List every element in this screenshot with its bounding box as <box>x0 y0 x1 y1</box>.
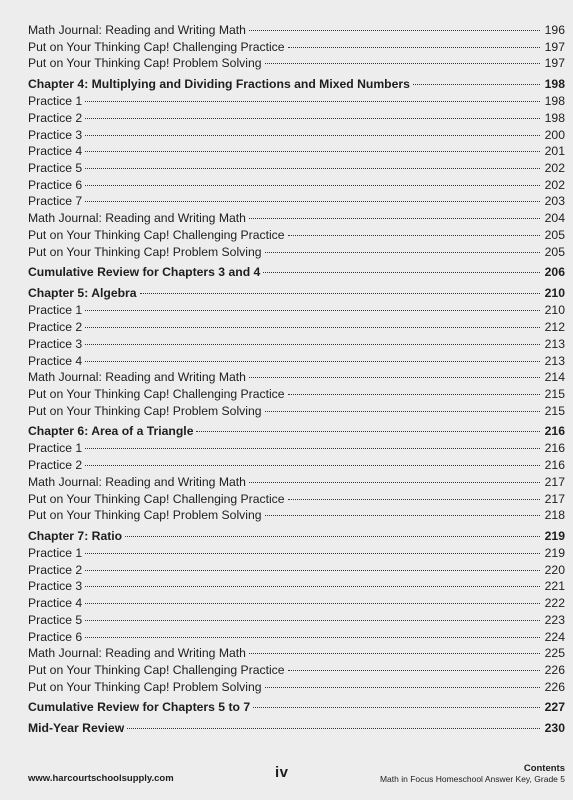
toc-entry <box>28 244 565 261</box>
toc-entry-label: Math Journal: Reading and Writing Math <box>28 646 246 661</box>
toc-chapter-entry <box>28 698 565 716</box>
dot-leader <box>85 310 540 311</box>
dot-leader <box>85 135 540 136</box>
toc-entry <box>28 302 565 319</box>
toc-entry <box>28 629 565 646</box>
toc-entry <box>28 177 565 194</box>
toc-entry-label: Put on Your Thinking Cap! Problem Solving <box>28 56 262 71</box>
dot-leader <box>288 235 540 236</box>
table-of-contents <box>28 22 565 737</box>
dot-leader <box>85 620 540 621</box>
toc-entry-page: 197 <box>544 39 565 54</box>
toc-entry-label: Practice 1 <box>28 303 83 318</box>
toc-entry-page: 215 <box>544 403 565 418</box>
toc-entry-label: Practice 5 <box>28 612 83 627</box>
toc-entry-label: Practice 3 <box>28 579 83 594</box>
toc-entry-page: 216 <box>544 441 565 456</box>
toc-entry-label: Mid-Year Review <box>28 721 125 736</box>
toc-entry-label: Put on Your Thinking Cap! Problem Solving <box>28 679 262 694</box>
toc-entry <box>28 110 565 127</box>
toc-entry <box>28 227 565 244</box>
toc-chapter-entry <box>28 719 565 737</box>
toc-entry <box>28 679 565 696</box>
toc-entry-label: Practice 1 <box>28 94 83 109</box>
dot-leader <box>196 431 540 432</box>
toc-entry-page: 223 <box>544 612 565 627</box>
toc-entry-label: Cumulative Review for Chapters 3 and 4 <box>28 265 261 280</box>
dot-leader <box>85 168 540 169</box>
dot-leader <box>85 637 540 638</box>
toc-entry-label: Put on Your Thinking Cap! Challenging Practice <box>28 227 285 242</box>
dot-leader <box>85 465 540 466</box>
toc-entry-label: Cumulative Review for Chapters 5 to 7 <box>28 700 251 715</box>
toc-entry-page: 210 <box>544 286 565 301</box>
toc-entry-page: 196 <box>544 23 565 37</box>
toc-entry-label: Practice 6 <box>28 629 83 644</box>
toc-entry-page: 217 <box>544 474 565 489</box>
toc-entry-label: Put on Your Thinking Cap! Challenging Practice <box>28 39 285 54</box>
dot-leader <box>85 361 540 362</box>
toc-entry <box>28 507 565 524</box>
toc-entry <box>28 93 565 110</box>
toc-entry <box>28 474 565 491</box>
toc-entry <box>28 440 565 457</box>
toc-entry <box>28 562 565 579</box>
toc-entry-page: 198 <box>544 77 565 92</box>
toc-entry-page: 224 <box>544 629 565 644</box>
dot-leader <box>413 84 540 85</box>
dot-leader <box>288 47 540 48</box>
toc-entry-page: 197 <box>544 56 565 71</box>
toc-entry-label: Chapter 5: Algebra <box>28 286 137 301</box>
toc-entry-page: 202 <box>544 161 565 176</box>
toc-entry <box>28 127 565 144</box>
toc-entry-page: 221 <box>544 579 565 594</box>
toc-entry-page: 227 <box>544 700 565 715</box>
toc-entry-page: 222 <box>544 596 565 611</box>
toc-entry-label: Practice 5 <box>28 161 83 176</box>
toc-entry <box>28 210 565 227</box>
dot-leader <box>288 670 540 671</box>
toc-entry <box>28 662 565 679</box>
toc-entry-label: Practice 1 <box>28 545 83 560</box>
toc-entry <box>28 491 565 508</box>
toc-entry-label: Practice 6 <box>28 177 83 192</box>
toc-entry-label: Practice 2 <box>28 110 83 125</box>
toc-chapter-entry <box>28 263 565 281</box>
toc-entry <box>28 545 565 562</box>
toc-entry-page: 201 <box>544 144 565 159</box>
toc-entry-page: 230 <box>544 721 565 736</box>
toc-entry-page: 225 <box>544 646 565 661</box>
toc-entry-page: 202 <box>544 177 565 192</box>
toc-entry-page: 206 <box>544 265 565 280</box>
toc-entry-page: 205 <box>544 227 565 242</box>
dot-leader <box>85 448 540 449</box>
toc-entry-label: Chapter 4: Multiplying and Dividing Fractions and Mixed Numbers <box>28 77 410 92</box>
dot-leader <box>253 707 540 708</box>
toc-entry-page: 218 <box>544 508 565 523</box>
footer-book-info <box>380 763 565 785</box>
toc-entry-label: Math Journal: Reading and Writing Math <box>28 474 246 489</box>
toc-entry <box>28 55 565 72</box>
toc-entry-page: 200 <box>544 127 565 142</box>
toc-entry-page: 212 <box>544 320 565 335</box>
dot-leader <box>288 499 540 500</box>
dot-leader <box>249 377 540 378</box>
dot-leader <box>288 394 540 395</box>
dot-leader <box>249 653 540 654</box>
dot-leader <box>85 586 540 587</box>
toc-entry <box>28 193 565 210</box>
dot-leader <box>265 411 540 412</box>
toc-entry <box>28 336 565 353</box>
toc-entry-label: Math Journal: Reading and Writing Math <box>28 370 246 385</box>
toc-entry-page: 220 <box>544 562 565 577</box>
toc-entry-label: Put on Your Thinking Cap! Challenging Practice <box>28 663 285 677</box>
footer-section: Contents <box>523 763 565 774</box>
dot-leader <box>85 201 540 202</box>
toc-entry <box>28 578 565 595</box>
toc-entry-page: 219 <box>544 528 565 543</box>
toc-entry-page: 198 <box>544 94 565 109</box>
dot-leader <box>85 553 540 554</box>
toc-entry-page: 219 <box>544 545 565 560</box>
toc-entry-page: 216 <box>544 424 565 439</box>
dot-leader <box>85 101 540 102</box>
toc-entry-page: 198 <box>544 110 565 125</box>
dot-leader <box>85 151 540 152</box>
toc-entry-label: Practice 7 <box>28 194 83 209</box>
toc-chapter-entry <box>28 527 565 545</box>
toc-entry-page: 210 <box>544 303 565 318</box>
toc-entry <box>28 22 565 39</box>
footer-website: www.harcourtschoolsupply.com <box>28 773 174 784</box>
dot-leader <box>265 252 540 253</box>
toc-chapter-entry <box>28 422 565 440</box>
dot-leader <box>85 185 540 186</box>
toc-entry <box>28 143 565 160</box>
toc-entry-label: Put on Your Thinking Cap! Problem Solving <box>28 508 262 523</box>
dot-leader <box>249 30 540 31</box>
dot-leader <box>265 687 540 688</box>
toc-entry-page: 205 <box>544 244 565 259</box>
toc-entry-label: Practice 4 <box>28 596 83 611</box>
toc-entry-label: Practice 4 <box>28 144 83 159</box>
toc-entry-page: 204 <box>544 211 565 226</box>
toc-entry-page: 216 <box>544 458 565 473</box>
toc-entry-label: Put on Your Thinking Cap! Problem Solving <box>28 403 262 418</box>
toc-entry-label: Put on Your Thinking Cap! Challenging Practice <box>28 491 285 506</box>
toc-entry-label: Math Journal: Reading and Writing Math <box>28 211 246 226</box>
dot-leader <box>249 482 540 483</box>
footer-book-title: Math in Focus Homeschool Answer Key, Grade 5 <box>379 774 565 784</box>
toc-entry-label: Practice 2 <box>28 320 83 335</box>
toc-chapter-entry <box>28 284 565 302</box>
toc-entry <box>28 645 565 662</box>
toc-entry-page: 213 <box>544 353 565 368</box>
toc-entry <box>28 403 565 420</box>
toc-entry <box>28 612 565 629</box>
dot-leader <box>127 728 540 729</box>
toc-entry-label: Practice 2 <box>28 458 83 473</box>
toc-entry-label: Chapter 7: Ratio <box>28 528 123 543</box>
dot-leader <box>85 603 540 604</box>
page-number: iv <box>275 764 289 781</box>
dot-leader <box>125 536 540 537</box>
toc-entry <box>28 353 565 370</box>
dot-leader <box>265 515 540 516</box>
toc-entry-label: Practice 3 <box>28 336 83 351</box>
dot-leader <box>85 570 540 571</box>
toc-entry-page: 214 <box>544 370 565 385</box>
toc-entry-label: Practice 1 <box>28 441 83 456</box>
toc-chapter-entry <box>28 75 565 93</box>
toc-entry-page: 203 <box>544 194 565 209</box>
dot-leader <box>85 118 540 119</box>
toc-entry <box>28 595 565 612</box>
toc-entry-label: Practice 3 <box>28 127 83 142</box>
toc-entry <box>28 160 565 177</box>
dot-leader <box>265 63 540 64</box>
toc-entry-label: Practice 4 <box>28 353 83 368</box>
toc-entry-label: Put on Your Thinking Cap! Problem Solving <box>28 244 262 259</box>
toc-entry <box>28 369 565 386</box>
toc-entry-page: 226 <box>544 663 565 677</box>
toc-entry-label: Math Journal: Reading and Writing Math <box>28 23 246 37</box>
toc-entry <box>28 457 565 474</box>
toc-entry-page: 215 <box>544 386 565 401</box>
toc-entry <box>28 39 565 56</box>
dot-leader <box>85 344 540 345</box>
toc-entry-label: Practice 2 <box>28 562 83 577</box>
toc-entry <box>28 319 565 336</box>
toc-entry-label: Chapter 6: Area of a Triangle <box>28 424 194 439</box>
toc-entry-page: 217 <box>544 491 565 506</box>
dot-leader <box>263 272 540 273</box>
dot-leader <box>85 327 540 328</box>
toc-entry-label: Put on Your Thinking Cap! Challenging Practice <box>28 386 285 401</box>
toc-entry-page: 226 <box>544 679 565 694</box>
dot-leader <box>140 293 540 294</box>
toc-entry-page: 213 <box>544 336 565 351</box>
dot-leader <box>249 218 540 219</box>
toc-entry <box>28 386 565 403</box>
